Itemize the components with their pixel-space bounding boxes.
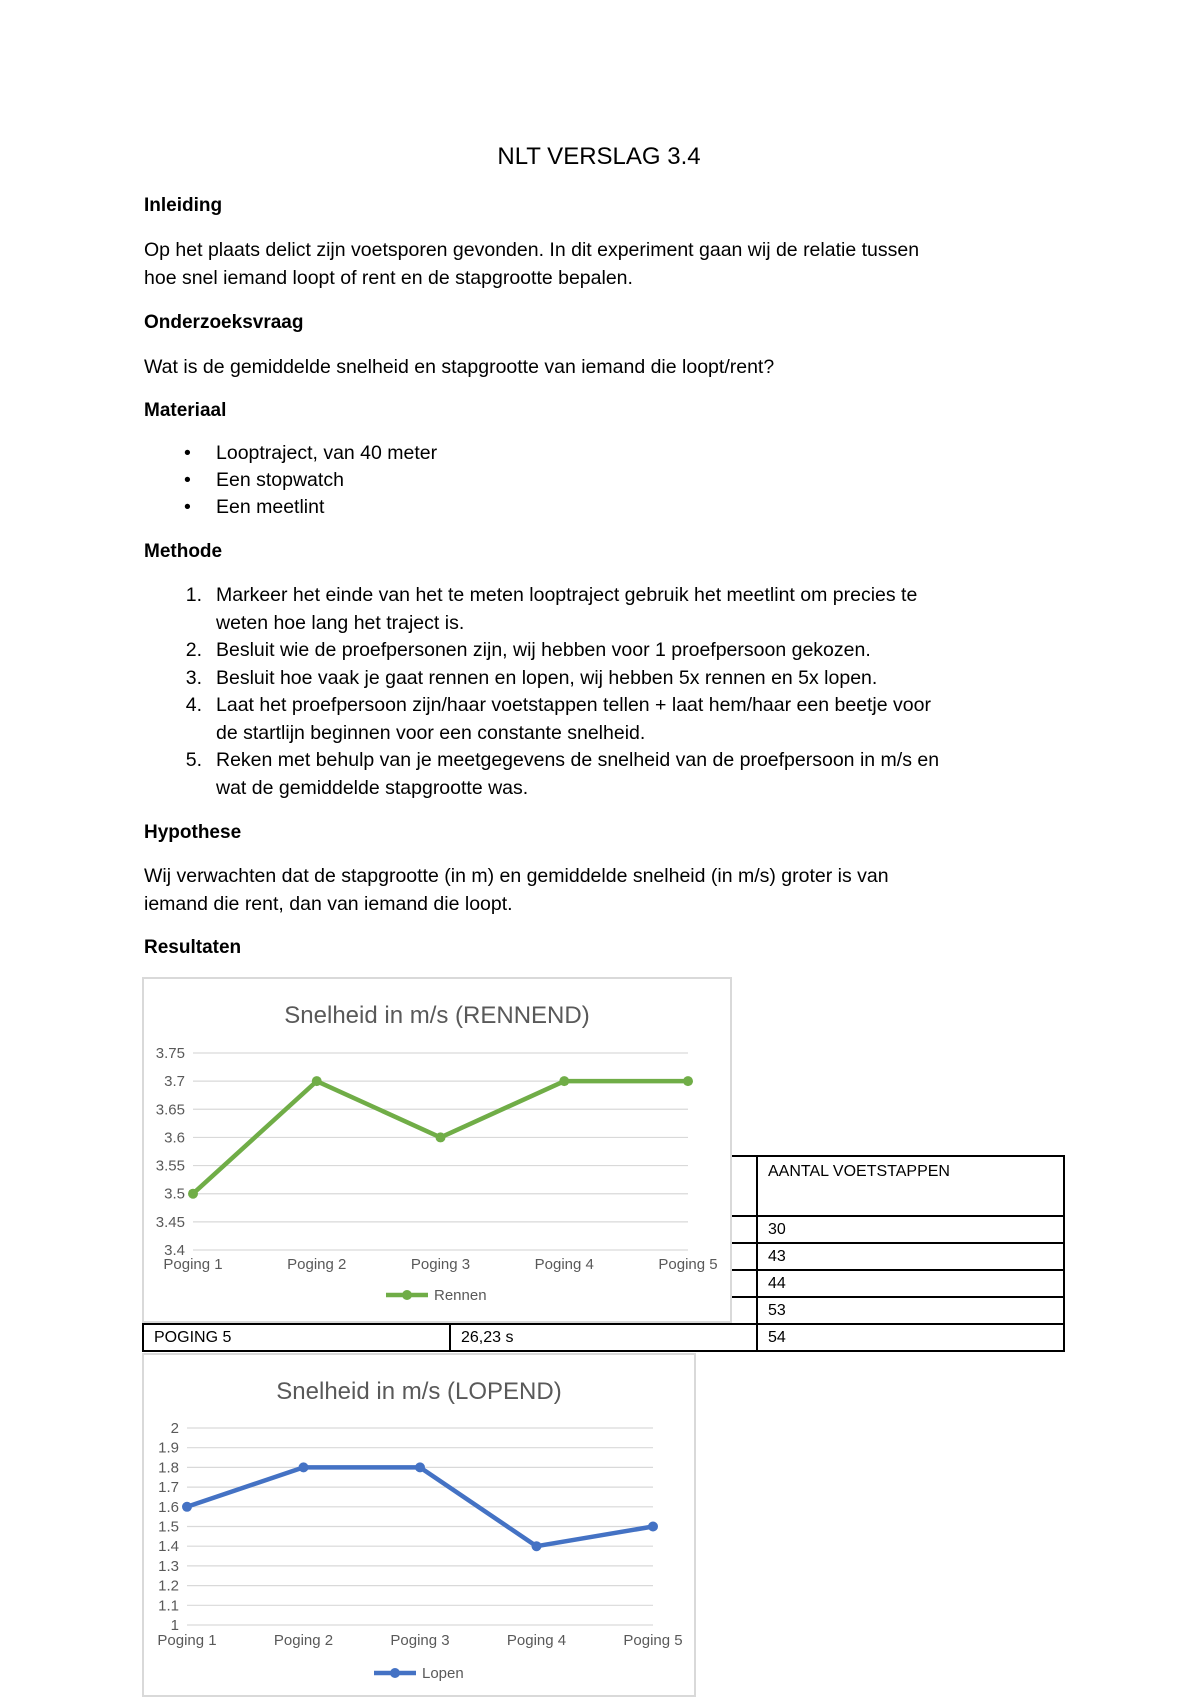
step-text <box>216 747 1066 802</box>
legend-label: Lopen <box>422 1665 464 1682</box>
heading-resultaten: Resultaten <box>144 937 242 958</box>
step-line: wat de gemiddelde stapgrootte was. <box>216 776 529 799</box>
heading-materiaal: Materiaal <box>144 400 227 421</box>
y-tick-label: 1.6 <box>158 1498 179 1516</box>
onderzoeksvraag-text: Wat is de gemiddelde snelheid en stapgrootte van iemand die loopt/rent? <box>144 356 775 378</box>
x-tick-label: Poging 4 <box>506 1632 567 1649</box>
y-tick-label: 1.2 <box>158 1577 179 1595</box>
y-tick-label: 3.45 <box>155 1213 185 1231</box>
table-cell: 53 <box>757 1297 1064 1324</box>
table-cell: 44 <box>757 1270 1064 1297</box>
chart-lopend <box>142 1353 696 1697</box>
legend-swatch-marker <box>402 1290 412 1300</box>
step-line: Besluit wie de proefpersonen zijn, wij hebben voor 1 proefpersoon gekozen. <box>216 639 871 661</box>
table-cell: POGING 5 <box>143 1324 450 1351</box>
legend-swatch-marker <box>390 1668 400 1678</box>
heading-onderzoeksvraag: Onderzoeksvraag <box>144 312 304 333</box>
page-title: NLT VERSLAG 3.4 <box>497 143 701 170</box>
step-number: 4. <box>185 694 202 716</box>
x-tick-label: Poging 5 <box>658 1256 718 1273</box>
x-tick-label: Poging 1 <box>157 1632 217 1649</box>
bullet-marker: • <box>184 469 191 491</box>
step-line: weten hoe lang het traject is. <box>216 611 465 634</box>
data-point <box>648 1522 658 1532</box>
hypothese-line: Wij verwachten dat de stapgrootte (in m) en gemiddelde snelheid (in m/s) groter is van <box>144 865 889 887</box>
table-cell: 30 <box>757 1216 1064 1243</box>
y-tick-label: 3.55 <box>155 1157 185 1175</box>
data-point <box>559 1076 569 1086</box>
x-tick-label: Poging 4 <box>534 1256 594 1273</box>
y-tick-label: 1.9 <box>158 1439 179 1457</box>
table-header-cell: AANTAL VOETSTAPPEN <box>757 1156 1064 1216</box>
data-point <box>299 1462 309 1472</box>
step-text <box>216 692 1066 747</box>
data-point <box>683 1076 693 1086</box>
data-point <box>188 1189 198 1199</box>
hypothese-line: iemand die rent, dan van iemand die loopt. <box>144 893 513 915</box>
list-item-text: Een meetlint <box>216 496 325 518</box>
step-number: 2. <box>185 639 202 661</box>
y-tick-label: 1 <box>170 1617 179 1634</box>
y-tick-label: 1.4 <box>158 1538 179 1556</box>
chart-title: Snelheid in m/s (LOPEND) <box>276 1378 562 1405</box>
table-cell: 43 <box>757 1243 1064 1270</box>
step-number: 1. <box>185 584 202 606</box>
x-tick-label: Poging 5 <box>623 1632 683 1649</box>
chart-rennend <box>142 977 732 1323</box>
y-tick-label: 1.7 <box>158 1479 179 1497</box>
heading-methode: Methode <box>144 541 223 562</box>
x-tick-label: Poging 3 <box>410 1256 471 1273</box>
chart-lopend-svg <box>144 1355 694 1695</box>
table-cell: 26,23 s <box>450 1324 757 1351</box>
list-item-text: Looptraject, van 40 meter <box>216 442 438 464</box>
data-point <box>415 1462 425 1472</box>
table-cell: 54 <box>757 1324 1064 1351</box>
table-row <box>143 1324 1064 1351</box>
y-tick-label: 1.3 <box>158 1557 179 1575</box>
data-point <box>182 1502 192 1512</box>
heading-hypothese: Hypothese <box>144 822 242 843</box>
y-tick-label: 3.6 <box>164 1129 185 1147</box>
y-tick-label: 3.7 <box>164 1073 185 1091</box>
step-line: Besluit hoe vaak je gaat rennen en lopen, wij hebben 5x rennen en 5x lopen. <box>216 667 878 689</box>
step-line: Laat het proefpersoon zijn/haar voetstappen tellen + laat hem/haar een beetje voor <box>216 694 931 716</box>
bullet-marker: • <box>184 442 191 464</box>
chart-title: Snelheid in m/s (RENNEND) <box>284 1002 590 1029</box>
y-tick-label: 1.8 <box>158 1459 179 1477</box>
x-tick-label: Poging 2 <box>273 1632 334 1649</box>
x-tick-label: Poging 3 <box>390 1632 450 1649</box>
step-number: 5. <box>185 749 202 771</box>
list-item-text: Een stopwatch <box>216 469 344 491</box>
y-tick-label: 1.1 <box>158 1597 179 1615</box>
y-tick-label: 3.4 <box>164 1242 185 1259</box>
y-tick-label: 3.5 <box>164 1185 185 1203</box>
heading-inleiding: Inleiding <box>144 195 223 216</box>
step-line: Markeer het einde van het te meten looptraject gebruik het meetlint om precies te <box>216 584 918 606</box>
step-line: Reken met behulp van je meetgegevens de snelheid van de proefpersoon in m/s en <box>216 749 940 771</box>
step-line: de startlijn beginnen voor een constante snelheid. <box>216 721 646 744</box>
y-tick-label: 3.75 <box>155 1045 185 1062</box>
chart-rennend-svg <box>144 979 730 1321</box>
data-point <box>312 1076 322 1086</box>
data-point <box>436 1132 446 1142</box>
y-tick-label: 2 <box>170 1420 179 1437</box>
x-tick-label: Poging 1 <box>163 1256 223 1273</box>
y-tick-label: 1.5 <box>158 1518 179 1536</box>
data-point <box>532 1541 542 1551</box>
inleiding-line: Op het plaats delict zijn voetsporen gevonden. In dit experiment gaan wij de relatie tussen <box>144 239 920 261</box>
y-tick-label: 3.65 <box>155 1101 185 1119</box>
x-tick-label: Poging 2 <box>287 1256 347 1273</box>
inleiding-line: hoe snel iemand loopt of rent en de stapgrootte bepalen. <box>144 267 633 289</box>
bullet-marker: • <box>184 496 191 518</box>
legend-label: Rennen <box>434 1287 487 1304</box>
step-text <box>216 582 1066 637</box>
step-number: 3. <box>185 667 202 689</box>
